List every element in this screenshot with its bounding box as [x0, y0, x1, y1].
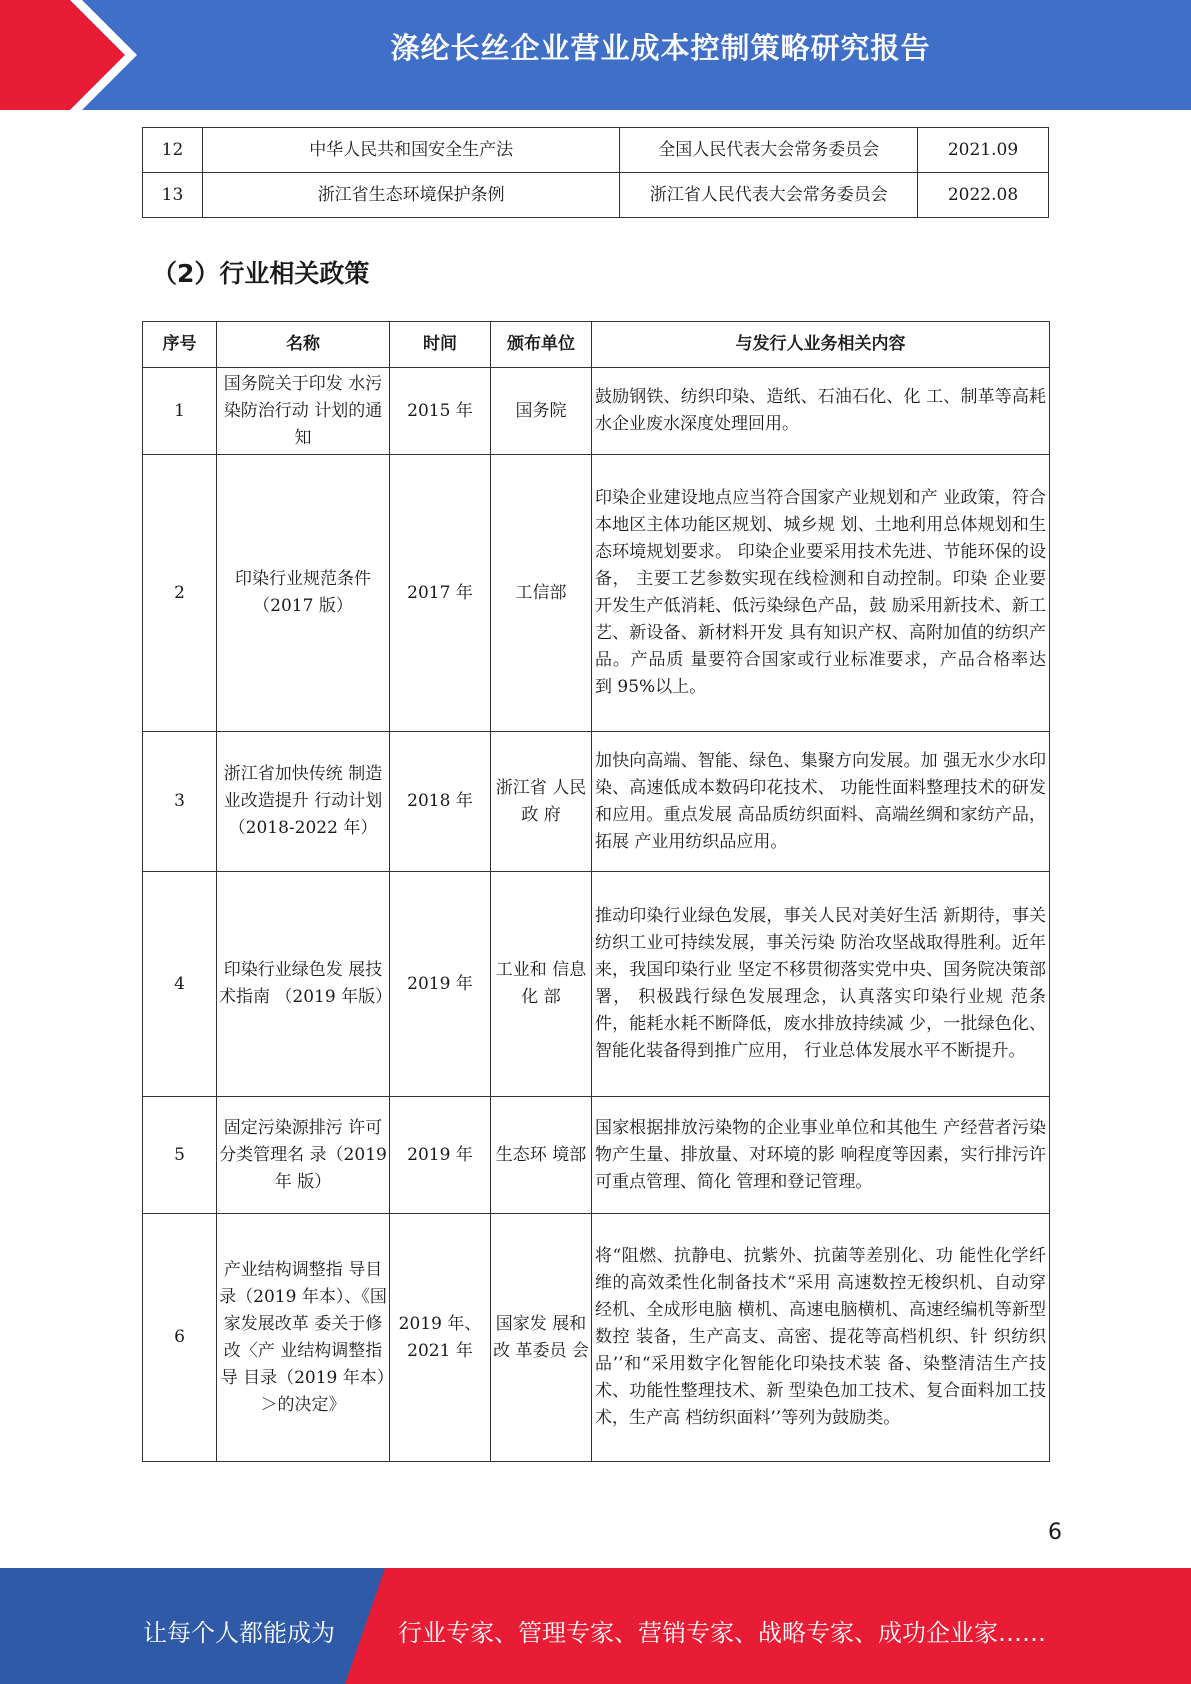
row-number: 12 [143, 128, 203, 173]
policy-name: 产业结构调整指 导目录（2019 年本）、《国家发展改革 委关于修改〈产 业结构调整指导 目录（2019 年本）＞的决定》 [217, 1214, 390, 1462]
page-header [0, 0, 1191, 110]
table-row [143, 732, 1050, 872]
policy-time: 2015 年 [390, 368, 491, 455]
table-header-row [143, 322, 1050, 368]
policy-content: 国家根据排放污染物的企业事业单位和其他生 产经营者污染物产生量、排放量、对环境的影 响程度等因素，实行排污许可重点管理、简化 管理和登记管理。 [592, 1097, 1050, 1214]
row-number: 5 [143, 1097, 217, 1214]
policy-name: 国务院关于印发 水污染防治行动 计划的通知 [217, 368, 390, 455]
footer-slogan-right: 行业专家、管理专家、营销专家、战略专家、成功企业家…… [398, 1619, 1046, 1647]
header-issuer: 颁布单位 [491, 322, 592, 368]
row-number: 3 [143, 732, 217, 872]
law-name: 中华人民共和国安全生产法 [202, 128, 619, 173]
table-row [143, 173, 1049, 218]
row-number: 6 [143, 1214, 217, 1462]
policy-content: 推动印染行业绿色发展，事关人民对美好生活 新期待，事关纺织工业可持续发展，事关污染 防治攻坚战取得胜利。近年来，我国印染行业 坚定不移贯彻落实党中央、国务院决策部署， 积极践行绿色发展理念，认真落实印染行业规 范条件，能耗水耗不断降低，废水排放持续减 少，一批绿色化、智能化装备得到推广应用， 行业总体发展水平不断提升。 [592, 872, 1050, 1097]
policy-content: 将“阻燃、抗静电、抗紫外、抗菌等差别化、功 能性化学纤维的高效柔性化制备技术“采用 高速数控无梭织机、自动穿经机、全成形电脑 横机、高速电脑横机、高速经编机等新型数控 装备，生产高支、高密、提花等高档机织、针 织纺织品’’和“采用数字化智能化印染技术装 备、染整清洁生产技术、功能性整理技术、新 型染色加工技术、复合面料加工技术，生产高 档纺织面料’’等列为鼓励类。 [592, 1214, 1050, 1462]
report-title: 涤纶长丝企业营业成本控制策略研究报告 [390, 31, 931, 65]
policy-name: 印染行业绿色发 展技术指南 （2019 年版） [217, 872, 390, 1097]
row-number: 13 [143, 173, 203, 218]
table-row [143, 1214, 1050, 1462]
policy-time: 2019 年 [390, 872, 491, 1097]
policy-issuer: 工业和 信息化 部 [491, 872, 592, 1097]
policy-time: 2017 年 [390, 455, 491, 732]
law-table-continued [142, 127, 1049, 218]
policy-content: 鼓励钢铁、纺织印染、造纸、石油石化、化 工、制革等高耗水企业废水深度处理回用。 [592, 368, 1050, 455]
policy-issuer: 浙江省 人民政 府 [491, 732, 592, 872]
law-date: 2022.08 [918, 173, 1049, 218]
law-date: 2021.09 [918, 128, 1049, 173]
policy-time: 2019 年、2021 年 [390, 1214, 491, 1462]
policy-issuer: 工信部 [491, 455, 592, 732]
law-issuer: 全国人民代表大会常务委员会 [620, 128, 918, 173]
table-row [143, 128, 1049, 173]
law-name: 浙江省生态环境保护条例 [202, 173, 619, 218]
section-heading: （2）行业相关政策 [152, 259, 370, 288]
table-row [143, 1097, 1050, 1214]
header-name: 名称 [217, 322, 390, 368]
industry-policy-table [142, 321, 1050, 1462]
policy-time: 2018 年 [390, 732, 491, 872]
table-row [143, 368, 1050, 455]
law-issuer: 浙江省人民代表大会常务委员会 [620, 173, 918, 218]
page-number: 6 [1048, 1520, 1062, 1545]
header-arrow-decoration [0, 0, 150, 110]
row-number: 4 [143, 872, 217, 1097]
policy-time: 2019 年 [390, 1097, 491, 1214]
table-row [143, 455, 1050, 732]
policy-content: 加快向高端、智能、绿色、集聚方向发展。加 强无水少水印染、高速低成本数码印花技术、 功能性面料整理技术的研发和应用。重点发展 高品质纺织面料、高端丝绸和家纺产品，拓展 产业用纺织品应用。 [592, 732, 1050, 872]
header-no: 序号 [143, 322, 217, 368]
policy-issuer: 国家发 展和改 革委员 会 [491, 1214, 592, 1462]
policy-name: 印染行业规范条件（2017 版） [217, 455, 390, 732]
policy-content: 印染企业建设地点应当符合国家产业规划和产 业政策，符合本地区主体功能区规划、城乡规 划、土地利用总体规划和生态环境规划要求。 印染企业要采用技术先进、节能环保的设备， 主要工艺参数实现在线检测和自动控制。印染 企业要开发生产低消耗、低污染绿色产品，鼓 励采用新技术、新工艺、新设备、新材料开发 具有知识产权、高附加值的纺织产品。产品质 量要符合国家或行业标准要求，产品合格率达 到 95%以上。 [592, 455, 1050, 732]
page-footer [0, 1568, 1191, 1684]
policy-issuer: 生态环 境部 [491, 1097, 592, 1214]
table-row [143, 872, 1050, 1097]
policy-name: 固定污染源排污 许可分类管理名 录（2019 年 版） [217, 1097, 390, 1214]
row-number: 1 [143, 368, 217, 455]
policy-name: 浙江省加快传统 制造业改造提升 行动计划 （2018-2022 年） [217, 732, 390, 872]
header-content: 与发行人业务相关内容 [592, 322, 1050, 368]
policy-issuer: 国务院 [491, 368, 592, 455]
header-time: 时间 [390, 322, 491, 368]
row-number: 2 [143, 455, 217, 732]
footer-slogan-left: 让每个人都能成为 [143, 1619, 335, 1647]
